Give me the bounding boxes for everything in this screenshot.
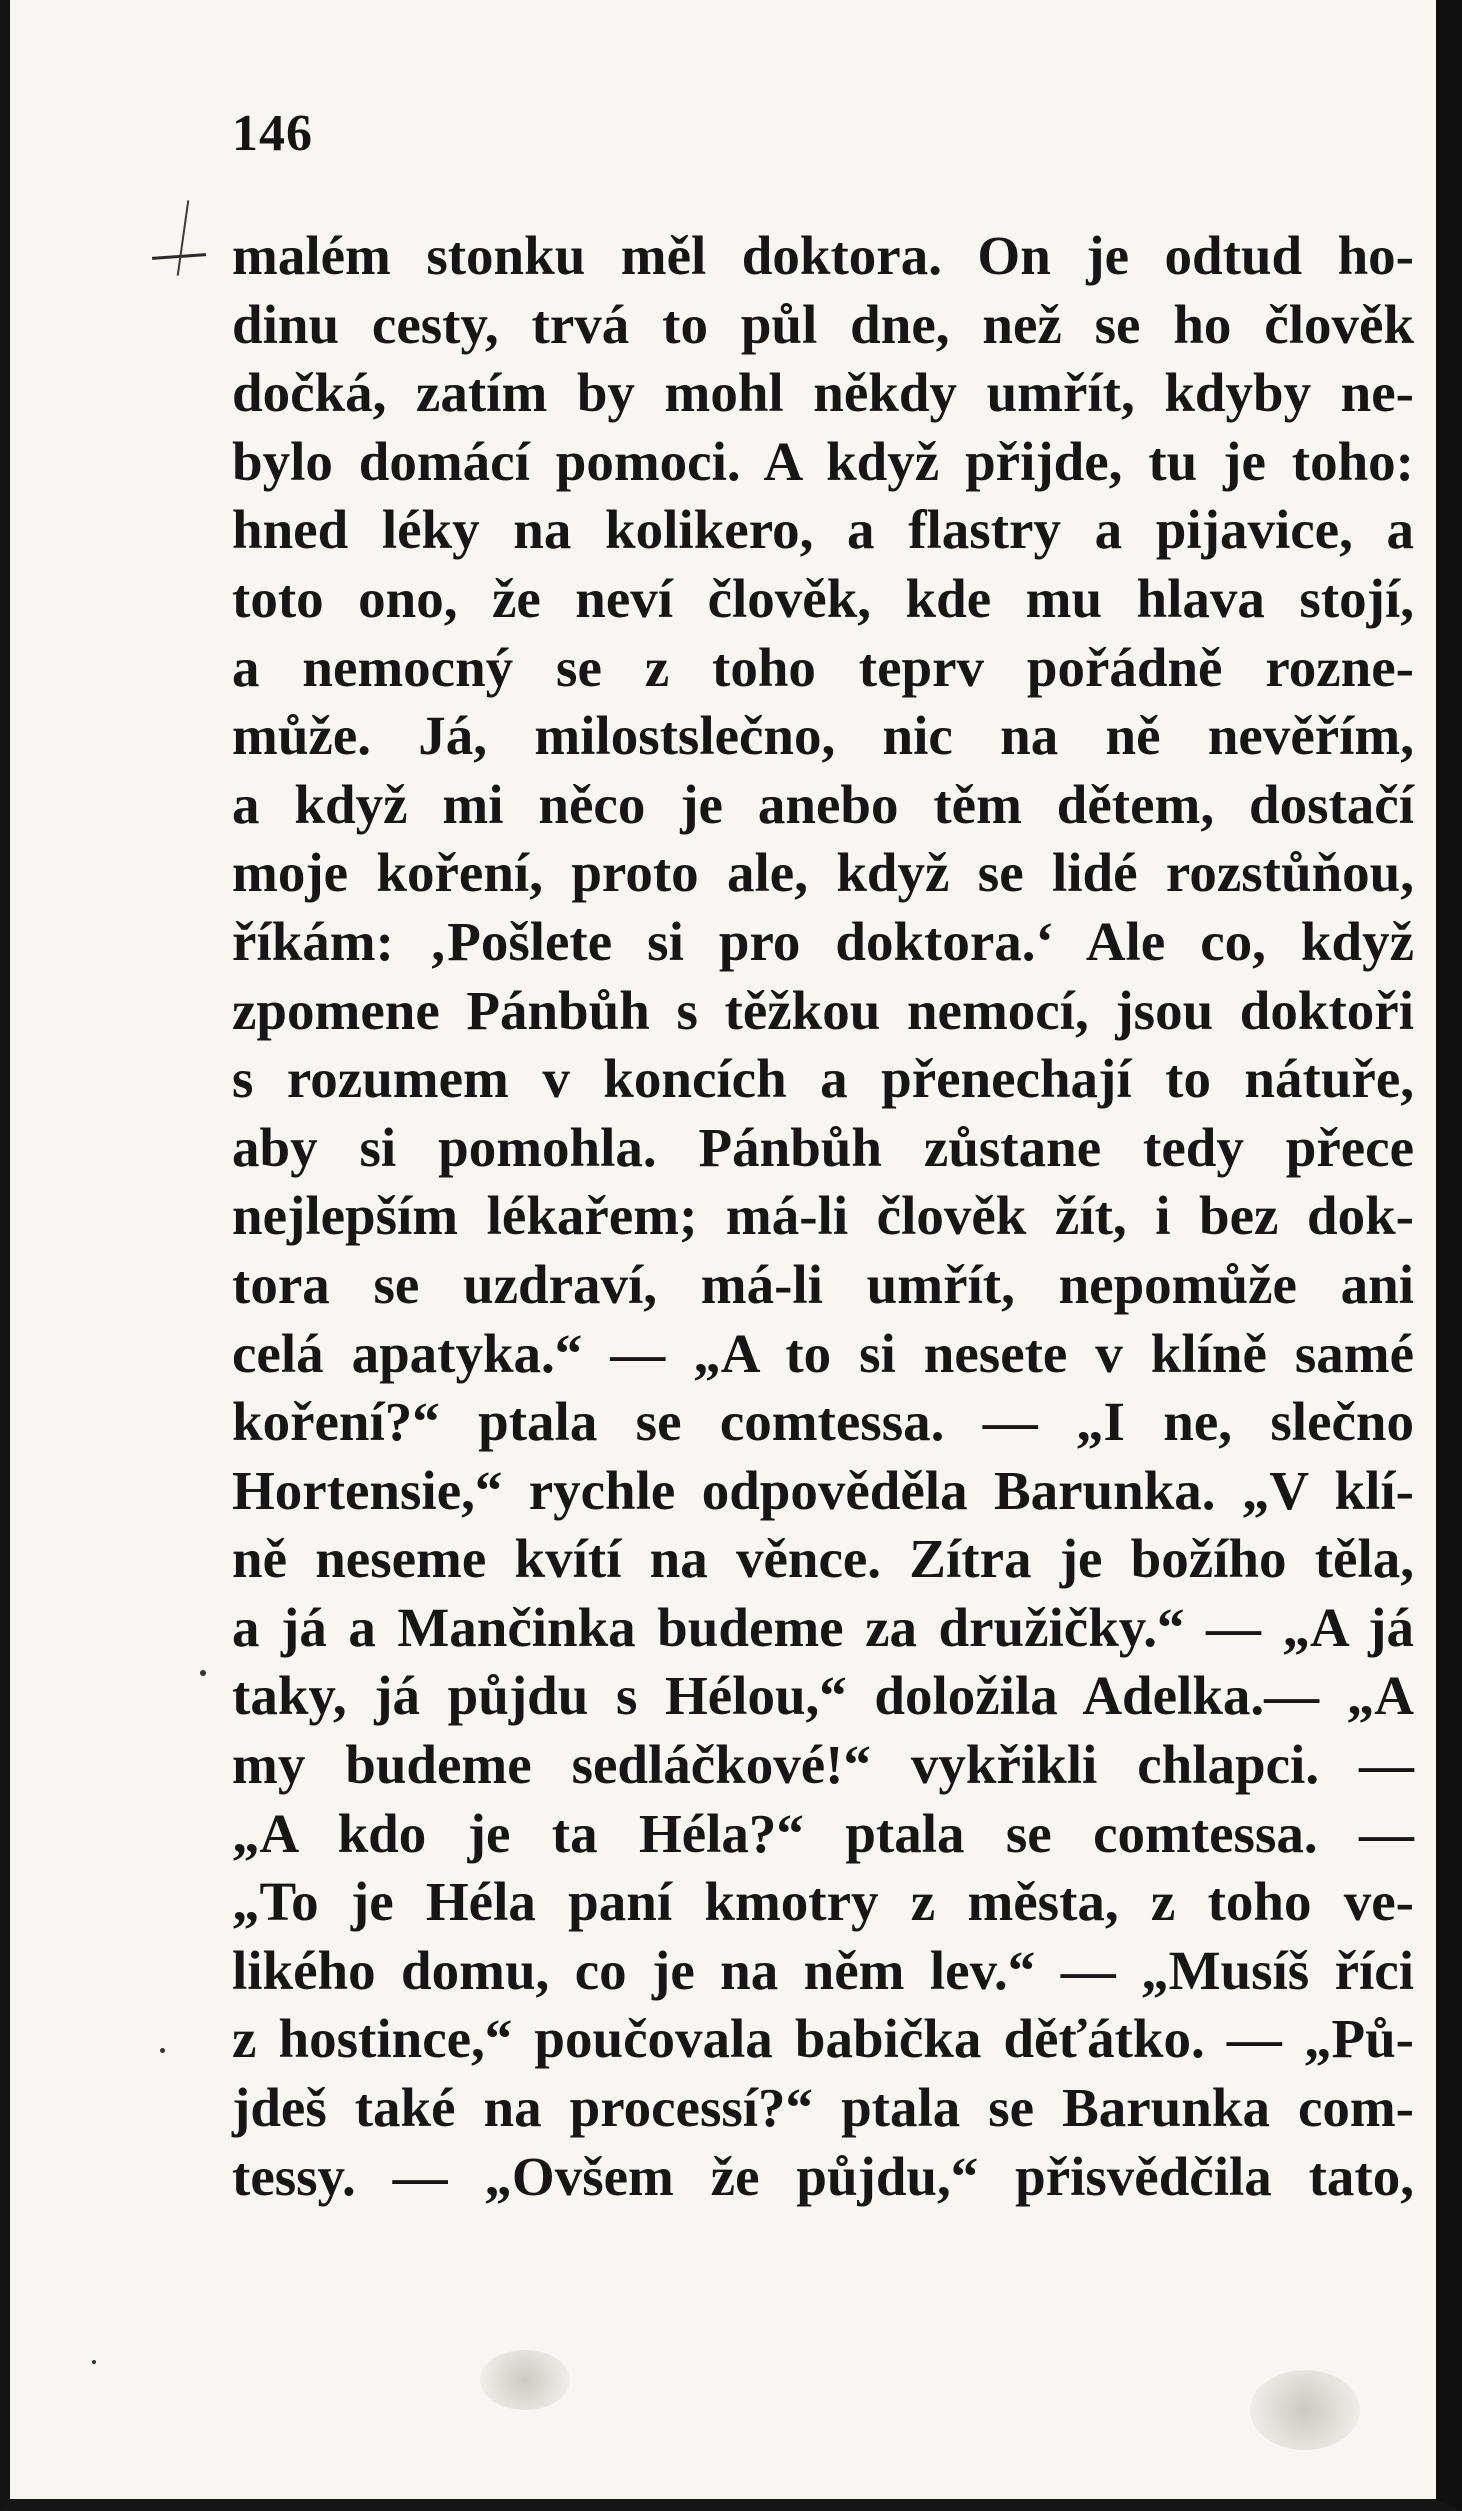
text-line: taky, já půjdu s Hélou,“ doložila Adelka.— „A [232, 1665, 1414, 1727]
text-line: hned léky na kolikero, a flastry a pijavice, a [232, 499, 1414, 561]
text-line: bylo domácí pomoci. A když přijde, tu je toho: [232, 430, 1414, 492]
text-line: jdeš také na processí?“ ptala se Barunka com- [232, 2077, 1414, 2139]
text-line: ně neseme kvítí na věnce. Zítra je božího těla, [232, 1528, 1414, 1590]
ink-speck [92, 2360, 96, 2364]
text-line: a když mi něco je anebo těm dětem, dostačí [232, 773, 1414, 835]
text-line: „A kdo je ta Héla?“ ptala se comtessa. — [232, 1802, 1414, 1864]
text-line: my budeme sedláčkové!“ vykřikli chlapci. — [232, 1734, 1414, 1796]
text-line: nejlepším lékařem; má-li člověk žít, i bez dok- [232, 1185, 1414, 1247]
text-line: celá apatyka.“ — „A to si nesete v klíně samé [232, 1322, 1414, 1384]
text-line: z hostince,“ poučovala babička děťátko. — „Pů- [232, 2008, 1414, 2070]
text-line: zpomene Pánbůh s těžkou nemocí, jsou doktoři [232, 979, 1414, 1041]
text-line: koření?“ ptala se comtessa. — „I ne, slečno [232, 1391, 1414, 1453]
ink-speck [200, 1670, 206, 1676]
text-line: říkám: ‚Pošlete si pro doktora.‘ Ale co, když [232, 910, 1414, 972]
text-line: s rozumem v koncích a přenechají to nátuře, [232, 1048, 1414, 1110]
body-text [232, 222, 1414, 2211]
text-line: tessy. — „Ovšem že půjdu,“ přisvědčila tato, [232, 2145, 1414, 2207]
text-line: dočká, zatím by mohl někdy umřít, kdyby ne- [232, 362, 1414, 424]
text-line: tora se uzdraví, má-li umřít, nepomůže ani [232, 1253, 1414, 1315]
paper-smudge [480, 2350, 570, 2410]
text-line: a nemocný se z toho teprv pořádně rozne- [232, 636, 1414, 698]
ink-speck [160, 2048, 165, 2053]
text-line: malém stonku měl doktora. On je odtud ho- [232, 225, 1414, 286]
text-line: toto ono, že neví člověk, kde mu hlava stojí, [232, 567, 1414, 629]
text-line: aby si pomohla. Pánbůh zůstane tedy přece [232, 1116, 1414, 1178]
text-line: dinu cesty, trvá to půl dne, než se ho člověk [232, 293, 1414, 355]
text-line: moje koření, proto ale, když se lidé rozstůňou, [232, 842, 1414, 904]
text-line: může. Já, milostslečno, nic na ně nevěřím, [232, 705, 1414, 767]
text-line: likého domu, co je na něm lev.“ — „Musíš říci [232, 1939, 1414, 2001]
text-line: a já a Mančinka budeme za družičky.“ — „A já [232, 1596, 1414, 1658]
paper-smudge [1250, 2370, 1360, 2450]
margin-pencil-tick [177, 200, 190, 276]
text-line: „To je Héla paní kmotry z města, z toho ve- [232, 1871, 1414, 1933]
text-line: Hortensie,“ rychle odpověděla Barunka. „V klí- [232, 1459, 1414, 1521]
page-number: 146 [232, 105, 313, 162]
